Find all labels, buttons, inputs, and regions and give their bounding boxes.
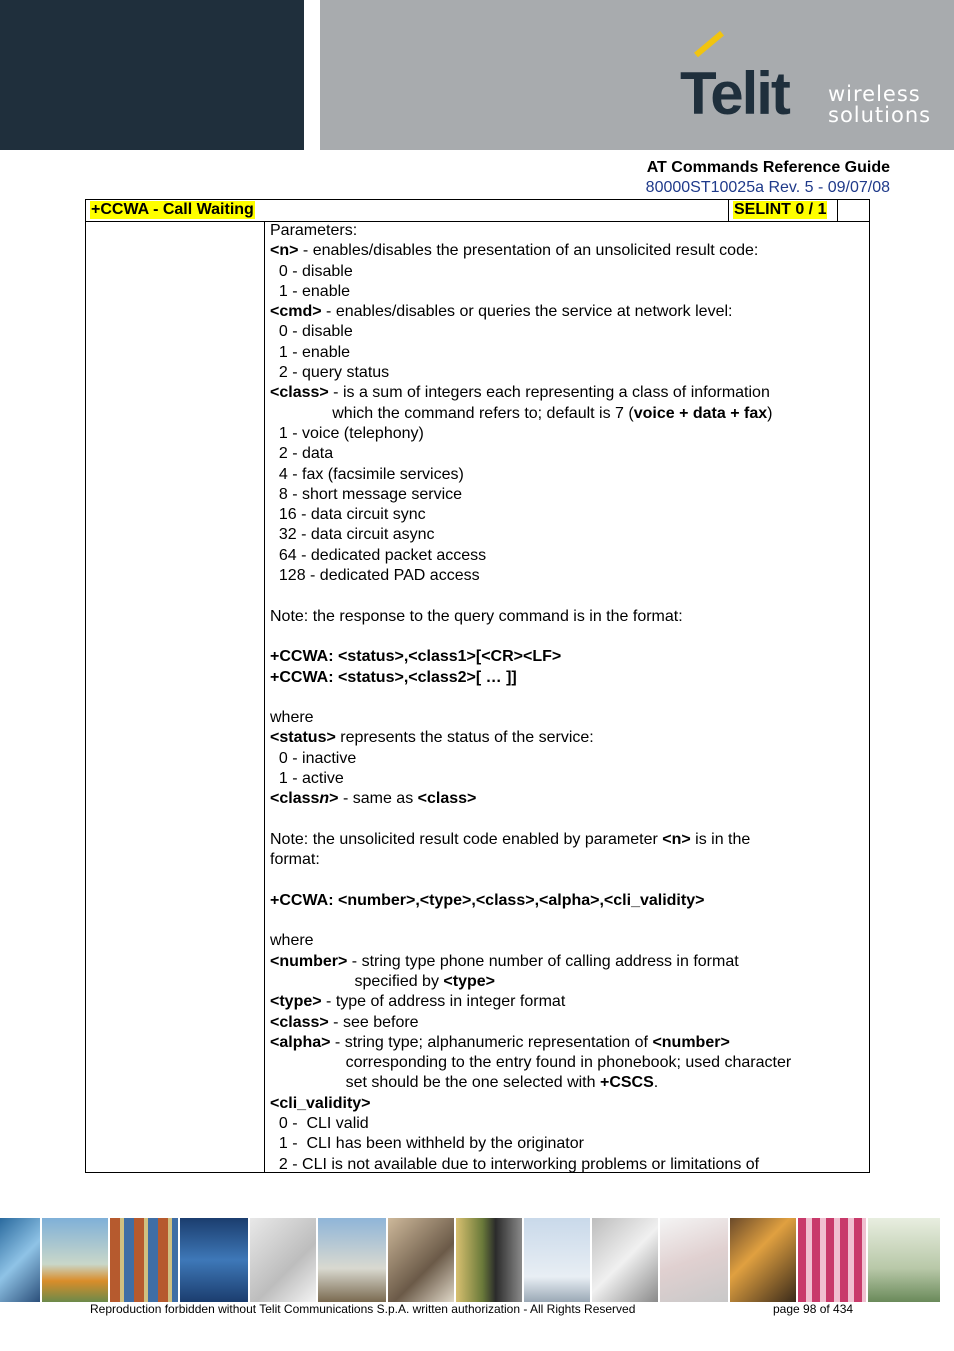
text-line: <class> - is a sum of integers each representing a class of information xyxy=(270,384,770,402)
footer-photo xyxy=(42,1218,108,1302)
text-line: <status> represents the status of the service: xyxy=(270,729,594,747)
command-title: +CCWA - Call Waiting xyxy=(91,201,254,218)
footer-photo xyxy=(868,1218,940,1302)
text-line: 0 - CLI valid xyxy=(270,1115,369,1133)
selint-cell xyxy=(728,200,838,221)
text-line: <cli_validity> xyxy=(270,1094,371,1112)
logo-wordmark: Telit xyxy=(680,60,789,127)
response-format-line: +CCWA: <status>,<class1>[<CR><LF> xyxy=(270,648,562,666)
blank-line xyxy=(270,871,866,891)
footer-photo xyxy=(660,1218,728,1302)
text-line: <n> - enables/disables the presentation of an unsolicited result code: xyxy=(270,242,759,260)
text-line: 64 - dedicated packet access xyxy=(270,546,487,564)
text-line: where xyxy=(270,709,314,727)
text-line: 8 - short message service xyxy=(270,485,463,503)
text-line: 1 - CLI has been withheld by the originator xyxy=(270,1135,584,1153)
blank-line xyxy=(270,810,866,830)
text-line: <class> - see before xyxy=(270,1013,419,1031)
response-format-line: +CCWA: <status>,<class2>[ … ]] xyxy=(270,668,517,686)
text-line: which the command refers to; default is 7 (voice + data + fax) xyxy=(270,404,773,422)
footer-photo xyxy=(524,1218,590,1302)
page-number: page 98 of 434 xyxy=(773,1302,854,1316)
footer-image-strip xyxy=(0,1218,954,1302)
text-line: <type> - type of address in integer format xyxy=(270,993,566,1011)
text-line: 1 - enable xyxy=(270,343,351,361)
text-line: specified by <type> xyxy=(270,972,495,990)
text-line: 0 - disable xyxy=(270,323,353,341)
logo-tagline: wireless solutions xyxy=(828,82,932,127)
footer-photo xyxy=(180,1218,248,1302)
column-divider xyxy=(264,221,265,1173)
blank-line xyxy=(270,627,866,647)
text-line: <cmd> - enables/disables or queries the service at network level: xyxy=(270,303,733,321)
header-dark-panel xyxy=(0,0,304,150)
blank-line xyxy=(270,911,866,931)
text-line: 16 - data circuit sync xyxy=(270,506,426,524)
text-line: Note: the response to the query command is in the format: xyxy=(270,607,683,625)
text-line: format: xyxy=(270,851,320,869)
text-line: Note: the unsolicited result code enabled by parameter <n> is in the xyxy=(270,830,751,848)
footer-photo xyxy=(250,1218,316,1302)
footer-photo xyxy=(798,1218,866,1302)
text-line: <number> - string type phone number of calling address in format xyxy=(270,952,739,970)
blank-line xyxy=(270,688,866,708)
footer-photo xyxy=(730,1218,796,1302)
text-line: 4 - fax (facsimile services) xyxy=(270,465,464,483)
telit-logo xyxy=(678,48,938,138)
text-line: 1 - active xyxy=(270,770,344,788)
text-line: 1 - enable xyxy=(270,282,351,300)
text-line: 2 - query status xyxy=(270,364,390,382)
command-table xyxy=(85,199,870,1173)
text-line: <alpha> - string type; alphanumeric representation of <number> xyxy=(270,1033,730,1051)
text-line: 32 - data circuit async xyxy=(270,526,435,544)
footer-photo xyxy=(456,1218,522,1302)
text-line: 2 - CLI is not available due to interworking problems or limitations of xyxy=(270,1155,760,1173)
text-line: <classn> - same as <class> xyxy=(270,790,477,808)
text-line: where xyxy=(270,932,314,950)
footer-photo xyxy=(592,1218,658,1302)
unsolicited-format-line: +CCWA: <number>,<type>,<class>,<alpha>,<cli_validity> xyxy=(270,891,705,909)
document-revision: 80000ST10025a Rev. 5 - 09/07/08 xyxy=(645,179,890,196)
text-line: 1 - voice (telephony) xyxy=(270,424,424,442)
command-title-row xyxy=(86,200,869,222)
text-line: 128 - dedicated PAD access xyxy=(270,567,480,585)
text-line: corresponding to the entry found in phonebook; used character xyxy=(270,1054,792,1072)
text-line: 0 - disable xyxy=(270,262,353,280)
document-title: AT Commands Reference Guide xyxy=(646,159,890,176)
footer-copyright: Reproduction forbidden without Telit Communications S.p.A. written authorization - All Rights Reserved xyxy=(90,1302,636,1316)
footer-photo xyxy=(388,1218,454,1302)
text-line: set should be the one selected with +CSCS. xyxy=(270,1074,659,1092)
parameters-content xyxy=(270,221,866,1175)
selint-label: SELINT 0 / 1 xyxy=(734,201,827,218)
text-line: Parameters: xyxy=(270,222,358,239)
text-line: 2 - data xyxy=(270,445,334,463)
footer-photo xyxy=(0,1218,40,1302)
footer-photo xyxy=(110,1218,178,1302)
blank-line xyxy=(270,586,866,606)
text-line: 0 - inactive xyxy=(270,749,357,767)
footer-photo xyxy=(318,1218,386,1302)
